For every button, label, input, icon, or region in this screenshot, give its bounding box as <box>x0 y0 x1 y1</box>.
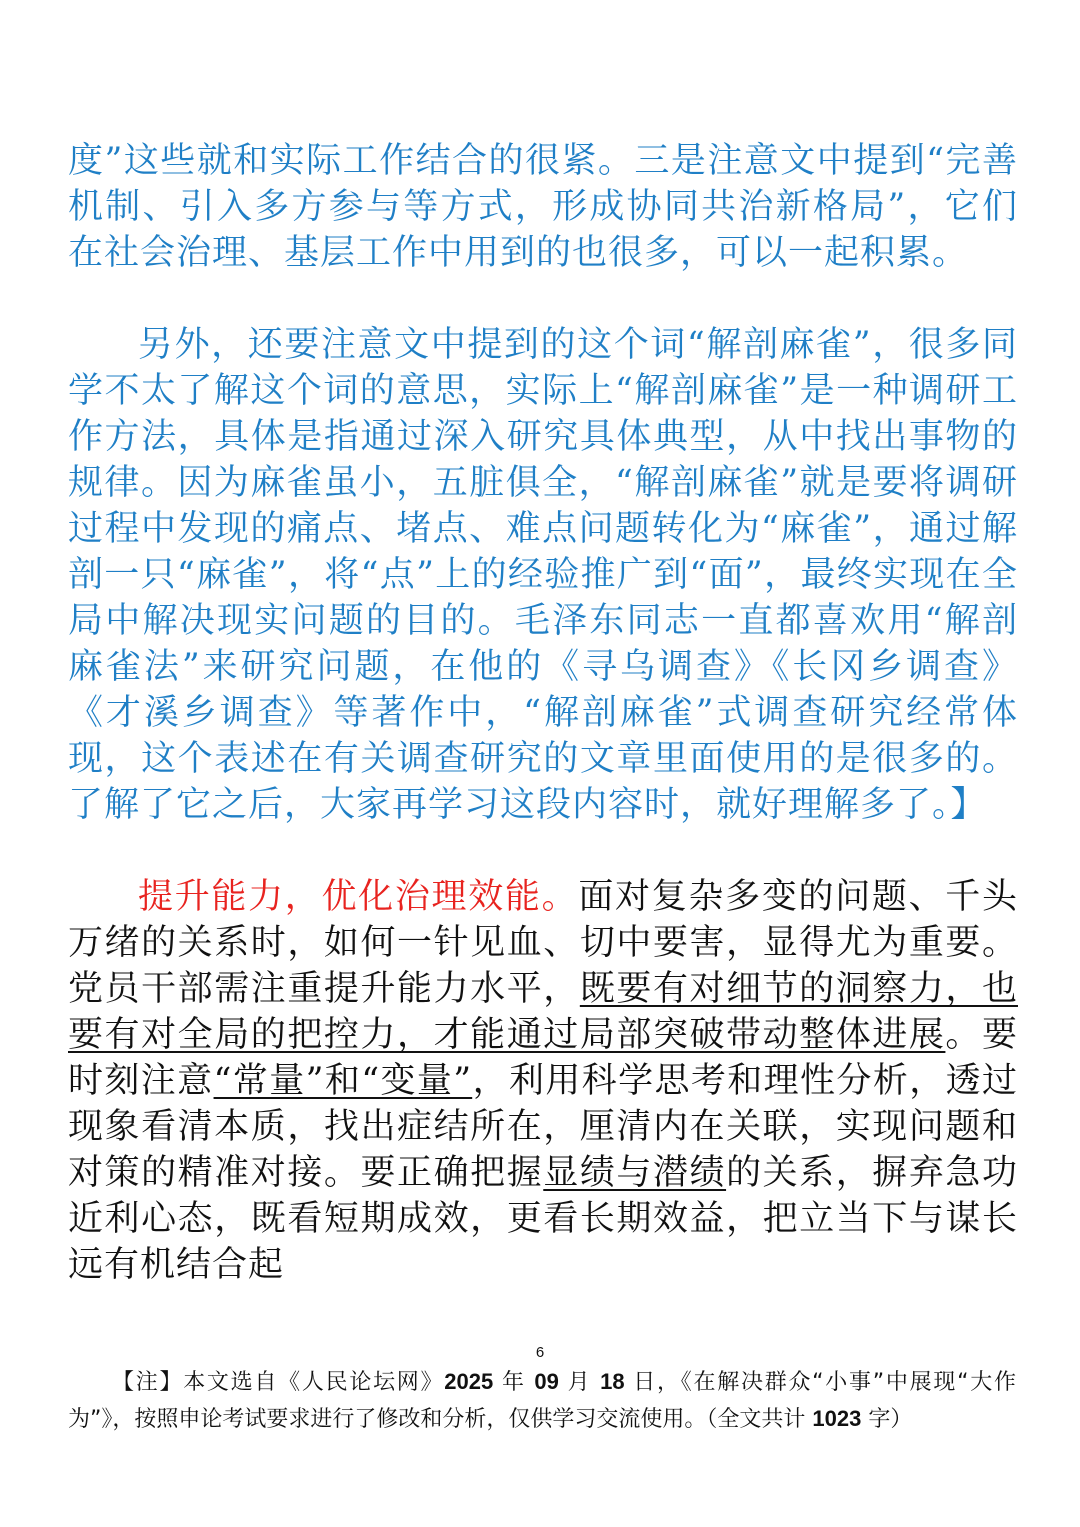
footnote-word-count: 1023 <box>812 1406 862 1431</box>
section-heading: 提升能力，优化治理效能。 <box>138 877 579 917</box>
analysis-paragraph-1: 度”这些就和实际工作结合的很紧。三是注意文中提到“完善机制、引入多方参与等方式，形成协同共治新格局”，它们在社会治理、基层工作中用到的也很多，可以一起积累。 <box>68 141 1018 273</box>
body-paragraph <box>68 874 1018 1288</box>
underlined-phrase: 显绩与潜绩 <box>543 1153 727 1193</box>
body-text-segment: 的关系，摒弃急功近利心态，既看短期成效，更看长期效益，把立当下与谋长远有机结合起 <box>68 1153 1018 1285</box>
body-text-segment: 面对复杂多变的问题、千头万绪的关系时，如何一针见血、切中要害，显得尤为重要。党员干部需注重提升能力水平， <box>68 877 1018 1009</box>
footnote-text: 日，《在解决群众“小事”中展现“大作为”》，按照申论考试要求进行了修改和分析，仅供学习交流使用。（全文共计 <box>68 1370 1016 1432</box>
footnote-text: 【注】本文选自《人民论坛网》 <box>112 1370 445 1395</box>
footnote-year: 2025 <box>444 1369 494 1394</box>
footnote-day: 18 <box>600 1369 625 1394</box>
footnote-text: 月 <box>558 1370 601 1395</box>
footnote-text: 年 <box>493 1370 535 1395</box>
underlined-phrase: 既要有对细节的洞察力，也要有对全局的把控力，才能通过局部突破带动整体进展 <box>68 969 1018 1055</box>
body-text-segment: ，利用科学思考和理性分析，透过现象看清本质，找出症结所在，厘清内在关联，实现问题和对策的精准对接。要正确把握 <box>68 1061 1018 1193</box>
footnote-text: 字） <box>861 1407 913 1432</box>
body-text-segment: 。要时刻注意 <box>68 1015 1018 1101</box>
footnote-month: 09 <box>534 1369 559 1394</box>
footnote <box>68 1364 1016 1438</box>
underlined-phrase: “常量”和“变量” <box>213 1061 473 1101</box>
analysis-paragraph-2: 另外，还要注意文中提到的这个词“解剖麻雀”，很多同学不太了解这个词的意思，实际上“解剖麻雀”是一种调研工作方法，具体是指通过深入研究具体典型，从中找出事物的规律。因为麻雀虽小，五脏俱全，“解剖麻雀”就是要将调研过程中发现的痛点、堵点、难点问题转化为“麻雀”，通过解剖一只“麻雀”，将“点”上的经验推广到“面”，最终实现在全局中解决现实问题的目的。毛泽东同志一直都喜欢用“解剖麻雀法”来研究问题，在他的《寻乌调查》《长冈乡调查》《才溪乡调查》等著作中，“解剖麻雀”式调查研究经常体现，这个表述在有关调查研究的文章里面使用的是很多的。了解了它之后，大家再学习这段内容时，就好理解多了。】 <box>68 325 1018 825</box>
page-number: 6 <box>535 1344 545 1361</box>
